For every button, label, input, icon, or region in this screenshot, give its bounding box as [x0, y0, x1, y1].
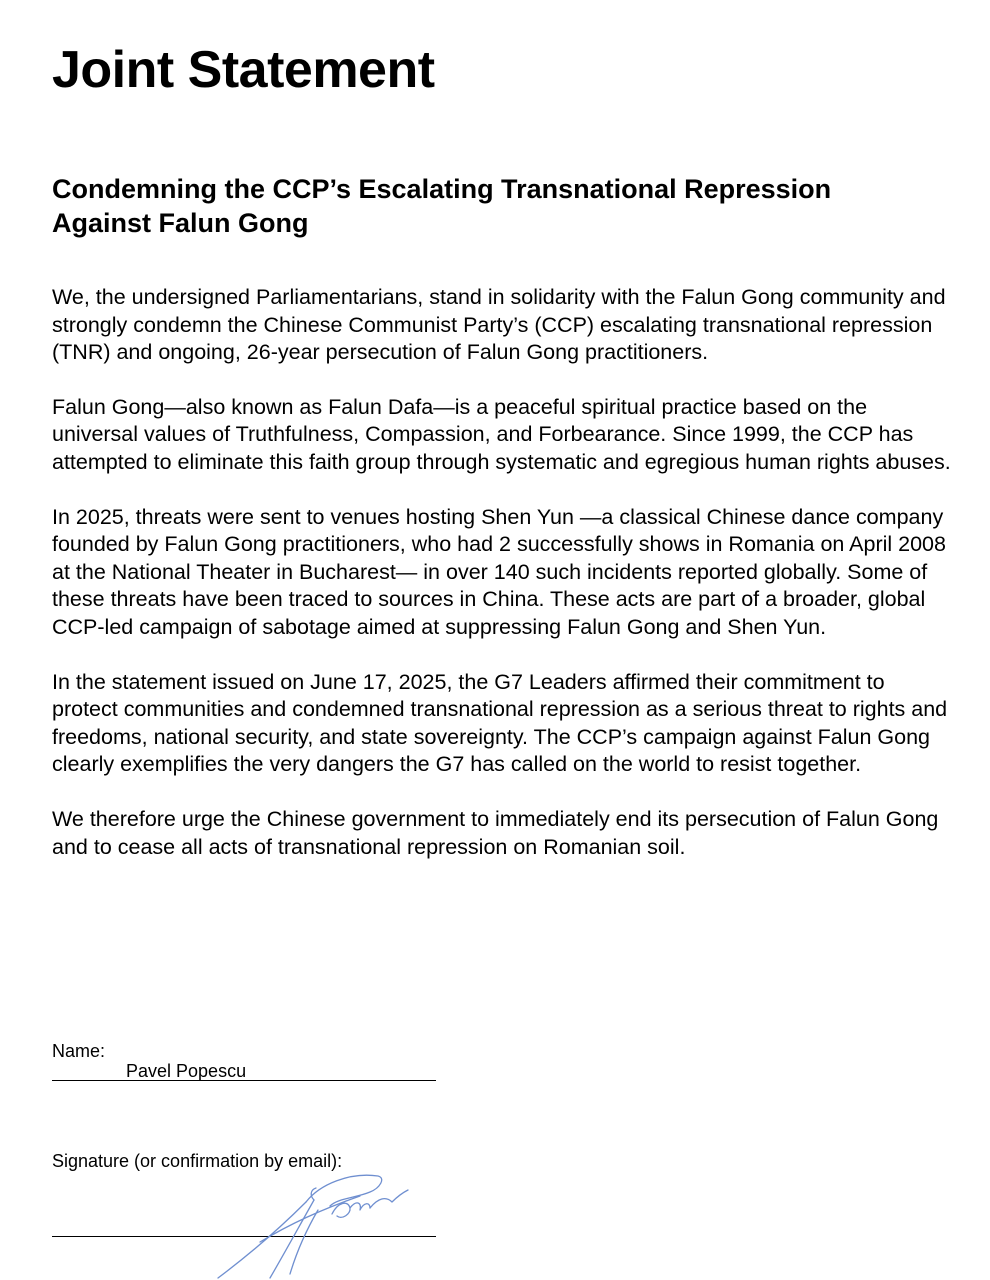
paragraph-urge: We therefore urge the Chinese government to immediately end its persecution of Falun Gong and to cease all acts of transnational repression on Romanian soil.	[52, 806, 939, 859]
statement-body	[52, 284, 952, 888]
page-title: Joint Statement	[52, 41, 435, 99]
paragraph-falun-gong-background: Falun Gong—also known as Falun Dafa—is a peaceful spiritual practice based on the universal values of Truthfulness, Compassion, and Forbearance. Since 1999, the CCP has attempted to eliminate this faith group through systematic and egregious human rights abuses.	[52, 394, 951, 474]
handwritten-signature-icon	[210, 1162, 420, 1280]
paragraph-g7-statement: In the statement issued on June 17, 2025, the G7 Leaders affirmed their commitment to protect communities and condemned transnational repression as a serious threat to rights and freedoms, national security, and state sovereignty. The CCP’s campaign against Falun Gong clearly exemplifies the very dangers the G7 has called on the world to resist together.	[52, 669, 948, 777]
name-underline	[52, 1080, 436, 1081]
name-value: Pavel Popescu	[126, 1061, 247, 1081]
name-label: Name:	[52, 1041, 106, 1061]
statement-subtitle: Condemning the CCP’s Escalating Transnational Repression Against Falun Gong	[52, 174, 832, 238]
paragraph-solidarity: We, the undersigned Parliamentarians, stand in solidarity with the Falun Gong community and strongly condemn the Chinese Communist Party’s (CCP) escalating transnational repression (TNR) and ongoing, 26-year persecution of Falun Gong practitioners.	[52, 285, 946, 365]
paragraph-shen-yun-threats: In 2025, threats were sent to venues hosting Shen Yun —a classical Chinese dance company founded by Falun Gong practitioners, who had 2 successfully shows in Romania on April 2008 at the National Theater in Bucharest— in over 140 such incidents reported globally. Some of these threats have been traced to sources in China. These acts are part of a broader, global CCP-led campaign of sabotage aimed at suppressing Falun Gong and Shen Yun.	[52, 504, 946, 639]
signature-label: Signature (or confirmation by email):	[52, 1151, 343, 1171]
